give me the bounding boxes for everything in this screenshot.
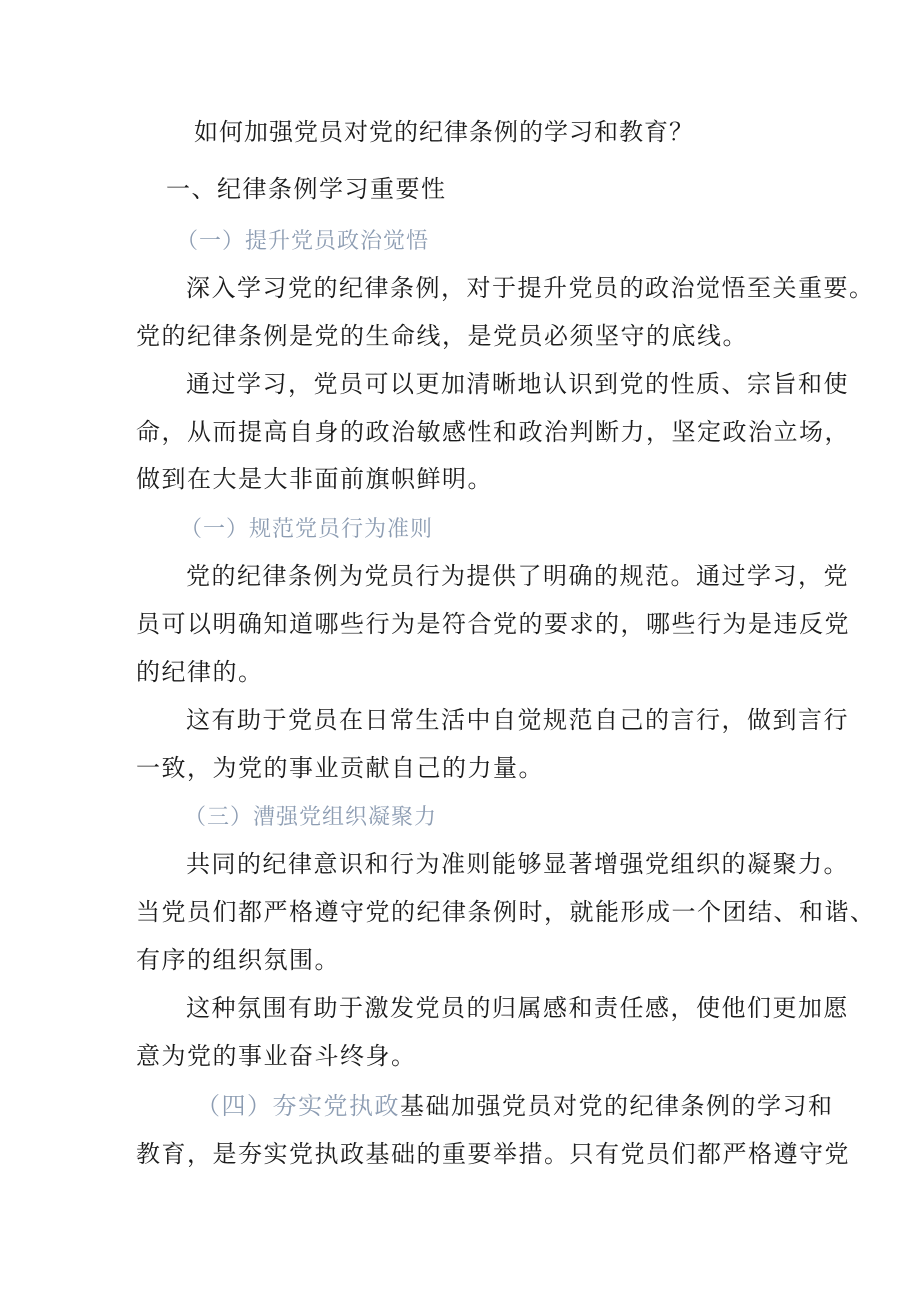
subsection-heading-3: （三）漕强党组织凝聚力 bbox=[184, 805, 438, 830]
paragraph-text: 基础加强党员对党的纪律条例的学习和 bbox=[400, 1092, 834, 1120]
paragraph-line: 的纪律的。 bbox=[136, 658, 264, 686]
paragraph-line: 当党员们都严格遵守党的纪律条例时，就能形成一个团结、和谐、 bbox=[136, 898, 876, 926]
subsection-heading-2: （一）规范党员行为准则 bbox=[180, 517, 434, 542]
paragraph-line: 这种氛围有助于激发党员的归属感和责任感，使他们更加愿 bbox=[186, 994, 849, 1022]
paragraph-line: 做到在大是大非面前旗帜鲜明。 bbox=[136, 465, 493, 493]
paragraph-line: 有序的组织氛围。 bbox=[136, 946, 340, 974]
subsection-heading-1: （一）提升党员政治觉悟 bbox=[176, 229, 430, 254]
paragraph-line: 深入学习党的纪律条例，对于提升党员的政治觉悟至关重要。 bbox=[186, 274, 875, 302]
document-title: 如何加强党员对党的纪律条例的学习和教育？ bbox=[194, 118, 694, 146]
paragraph-line-with-heading bbox=[196, 1090, 834, 1122]
paragraph-line: 这有助于党员在日常生活中自觉规范自己的言行，做到言行 bbox=[186, 706, 849, 734]
paragraph-line: 命，从而提高自身的政治敏感性和政治判断力，坚定政治立场， bbox=[136, 418, 850, 446]
paragraph-line: 一致，为党的事业贡献自己的力量。 bbox=[136, 754, 544, 782]
paragraph-line: 共同的纪律意识和行为准则能够显著增强党组织的凝聚力。 bbox=[186, 850, 849, 878]
paragraph-line: 意为党的事业奋斗终身。 bbox=[136, 1042, 417, 1070]
paragraph-line: 教育，是夯实党执政基础的重要举措。只有党员们都严格遵守党 bbox=[136, 1140, 850, 1168]
paragraph-line: 党的纪律条例为党员行为提供了明确的规范。通过学习，党 bbox=[186, 562, 849, 590]
subsection-heading-4: （四）夯实党执政 bbox=[196, 1092, 400, 1120]
paragraph-line: 党的纪律条例是党的生命线，是党员必须坚守的底线。 bbox=[136, 322, 748, 350]
paragraph-line: 员可以明确知道哪些行为是符合党的要求的，哪些行为是违反党 bbox=[136, 610, 850, 638]
section-heading-1: 一、纪律条例学习重要性 bbox=[166, 175, 447, 203]
paragraph-line: 通过学习，党员可以更加清晰地认识到党的性质、宗旨和使 bbox=[186, 370, 849, 398]
